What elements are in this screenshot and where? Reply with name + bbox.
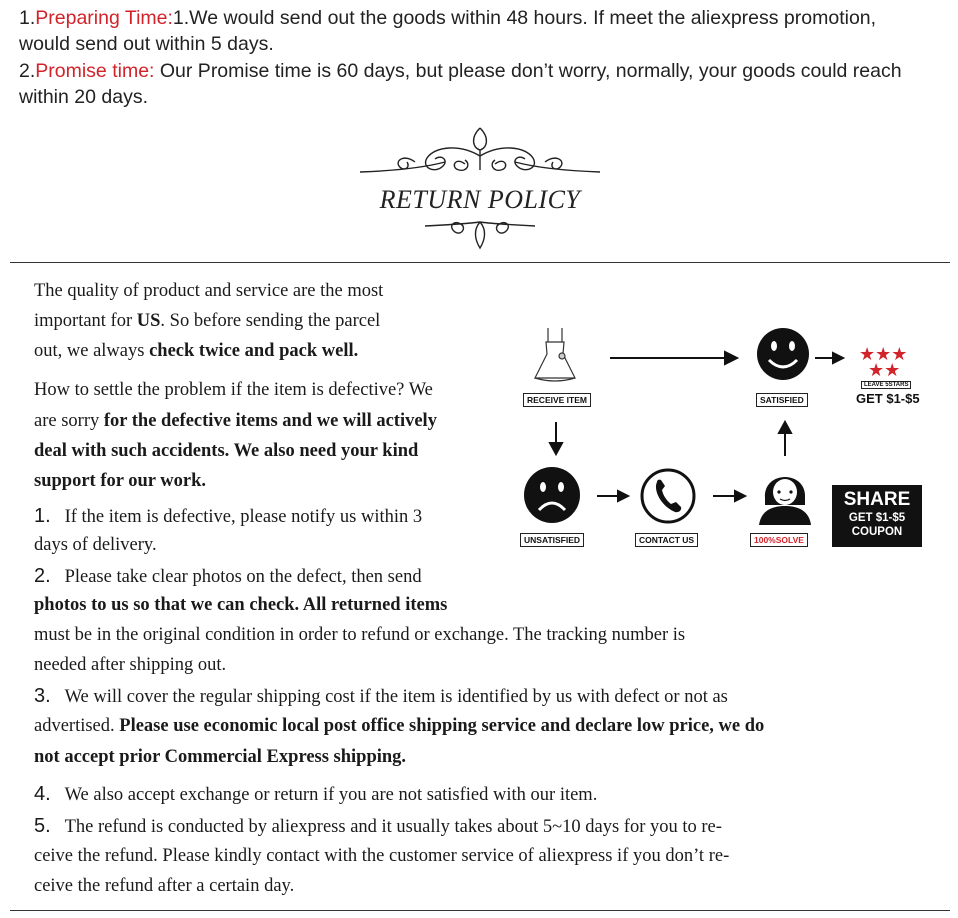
- svg-text:★★★: ★★★: [859, 344, 908, 365]
- line1-cont: would send out within 5 days.: [19, 32, 274, 55]
- item-3-text: We will cover the regular shipping cost if the item is identified by us with defect or not as: [64, 687, 728, 707]
- item-2-text: Please take clear photos on the defect, then send: [64, 567, 422, 587]
- line1-prefix: 1.: [19, 7, 36, 29]
- top-divider: [10, 262, 950, 263]
- get-reward-label: GET $1-$5: [856, 391, 920, 406]
- intro-3a: out, we always: [34, 341, 150, 361]
- item-3-number: 3.: [34, 685, 51, 707]
- intro-3b: check twice and pack well.: [149, 341, 359, 361]
- arrow-down: [550, 422, 562, 454]
- receive-item-label: RECEIVE ITEM: [523, 393, 591, 407]
- item-5-text: The refund is conducted by aliexpress and it usually takes about 5~10 days for you to re-: [64, 817, 722, 837]
- item-2-line-4: needed after shipping out.: [34, 655, 227, 675]
- item-5-line-1: [34, 815, 722, 838]
- share-get: GET $1-$5: [848, 512, 906, 524]
- bottom-divider: [10, 910, 950, 911]
- item-1-line-1: [34, 505, 422, 528]
- item-2-line-2: photos to us so that we can check. All returned items: [34, 595, 448, 615]
- item-1-text: If the item is defective, please notify us within 3: [64, 507, 423, 527]
- intro-2c: . So before sending the parcel: [160, 311, 381, 331]
- line2-prefix: 2.: [19, 60, 36, 82]
- promise-time-label: Promise time:: [35, 60, 155, 82]
- arrow-right-solve: [713, 491, 745, 501]
- share-title: SHARE: [843, 489, 911, 510]
- item-4-line-1: [34, 783, 597, 806]
- arrow-right-contact: [597, 491, 628, 501]
- item-3-line-3: not accept prior Commercial Express shipping.: [34, 747, 407, 767]
- sad-face-icon: [524, 467, 580, 523]
- item-4-text: We also accept exchange or return if you are not satisfied with our item.: [64, 785, 598, 805]
- line2-text: Our Promise time is 60 days, but please don’t worry, normally, your goods could reach: [154, 60, 902, 82]
- shipping-info: [19, 6, 939, 112]
- item-3-line-2: [34, 716, 764, 737]
- svg-text:★★: ★★: [868, 360, 901, 381]
- item-1-line-2: days of delivery.: [34, 535, 157, 555]
- question-line-2: [34, 411, 437, 432]
- intro-line-2: [34, 311, 380, 332]
- line2-cont: within 20 days.: [19, 85, 148, 108]
- intro-2b: US: [136, 311, 161, 331]
- contact-us-label: CONTACT US: [635, 533, 698, 547]
- return-flow-diagram: [515, 320, 945, 560]
- shipping-line-2: [19, 59, 939, 110]
- item-3-2b: Please use economic local post office shipping service and declare low price, we do: [119, 716, 765, 736]
- item-2-number: 2.: [34, 565, 51, 587]
- arrow-up: [779, 422, 791, 456]
- item-4-number: 4.: [34, 783, 51, 805]
- item-5-line-3: ceive the refund after a certain day.: [34, 876, 295, 896]
- share-coupon-badge: [832, 485, 922, 547]
- question-line-1: How to settle the problem if the item is defective? We: [34, 380, 433, 400]
- section-title: RETURN POLICY: [379, 185, 581, 214]
- shipping-line-1: [19, 6, 939, 57]
- item-2-line-3: must be in the original condition in order to refund or exchange. The tracking number is: [34, 625, 686, 645]
- item-5-line-2: ceive the refund. Please kindly contact with the customer service of aliexpress if you don’t re-: [34, 846, 730, 866]
- solve-label: 100%SOLVE: [750, 533, 808, 547]
- item-3-line-1: [34, 685, 728, 708]
- q2a: are sorry: [34, 411, 104, 431]
- preparing-time-label: Preparing Time:: [35, 7, 173, 29]
- intro-2a: important for: [34, 311, 137, 331]
- item-5-number: 5.: [34, 815, 51, 837]
- support-agent-icon: [759, 477, 811, 525]
- share-coupon: COUPON: [851, 526, 903, 538]
- arrow-right-stars: [815, 353, 843, 363]
- phone-icon: [642, 470, 694, 522]
- question-line-4: support for our work.: [34, 471, 207, 491]
- dress-icon: [535, 328, 575, 381]
- satisfied-label: SATISFIED: [756, 393, 808, 407]
- arrow-right-top: [610, 352, 737, 364]
- leave-stars-label: LEAVE 5STARS: [861, 381, 911, 389]
- q2b: for the defective items and we will actively: [103, 411, 437, 431]
- intro-line-3: [34, 341, 358, 362]
- line1-text: 1.We would send out the goods within 48 hours. If meet the aliexpress promotion,: [172, 7, 877, 29]
- item-2-line-1: [34, 565, 422, 588]
- smiley-icon: [757, 328, 809, 380]
- item-3-2a: advertised.: [34, 716, 120, 736]
- unsatisfied-label: UNSATISFIED: [520, 533, 584, 547]
- intro-line-1: The quality of product and service are the most: [34, 281, 384, 301]
- stars-icon: [859, 344, 907, 381]
- question-line-3: deal with such accidents. We also need your kind: [34, 441, 419, 461]
- item-1-number: 1.: [34, 505, 51, 527]
